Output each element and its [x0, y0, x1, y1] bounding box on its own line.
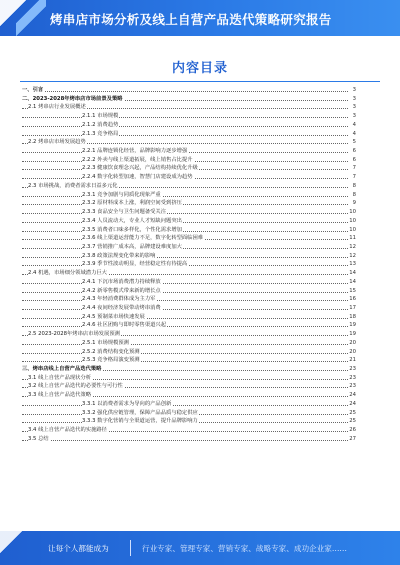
toc-leader-dots [22, 222, 348, 223]
report-title: 烤串店市场分析及线上自营产品迭代策略研究报告 [50, 12, 332, 27]
toc-entry-title: 2.2.2 外卖与线上渠道拓展，线上销售占比提升 [82, 156, 193, 163]
toc-page-number: 3 [352, 87, 356, 93]
toc-entry[interactable] [22, 339, 356, 348]
toc-entry-title: 2.3 市场挑战，消费者需求日益多元化 [28, 182, 118, 189]
toc-entry[interactable] [22, 234, 356, 243]
toc-page-number: 20 [349, 339, 356, 346]
toc-entry-title: 2.3.6 线上渠道运营能力不足，数字化转型面临困难 [82, 235, 204, 242]
toc-page-number: 19 [349, 331, 356, 338]
toc-entry[interactable] [22, 374, 356, 383]
toc-page-number: 3 [352, 104, 356, 111]
toc-leader-dots [22, 248, 348, 249]
toc-page-number: 14 [349, 270, 356, 277]
toc-entry-title: 2.3.2 原材料成本上涨，利润空间受到挤压 [82, 200, 182, 207]
toc-entry-title: 2.5 2023-2028年烤串店市场发展预测 [28, 331, 120, 338]
report-header-banner [0, 0, 400, 36]
toc-page-number: 6 [352, 156, 356, 163]
toc-entry-title: 2.1 烤串店行业发展概述 [28, 104, 86, 111]
toc-entry-title: 2.3.1 竞争加剧与同质化现象严重 [82, 191, 161, 198]
toc-leader-dots [22, 361, 348, 362]
toc-entry[interactable] [22, 173, 356, 182]
toc-entry-title: 2.2 烤串店市场发展趋势 [28, 139, 86, 146]
toc-page-number: 10 [349, 217, 356, 224]
toc-page-number: 12 [349, 252, 356, 259]
toc-page-number: 20 [349, 348, 356, 355]
toc-entry[interactable] [22, 208, 356, 217]
toc-page-number: 10 [349, 226, 356, 233]
toc-entry[interactable] [22, 295, 356, 304]
toc-page-number: 15 [349, 287, 356, 294]
toc-page-number: 3 [352, 113, 356, 120]
toc-page-number: 23 [349, 374, 356, 381]
toc-page-number: 3 [352, 95, 356, 102]
toc-entry[interactable] [22, 382, 356, 391]
toc-entry[interactable] [22, 95, 356, 104]
toc-entry-title: 2.4.5 预制菜市场快速发展 [82, 313, 145, 320]
toc-entry-title: 3.1 线上自营产品现状分析 [28, 374, 92, 381]
toc-leader-dots [22, 405, 348, 406]
toc-entry[interactable] [22, 313, 356, 322]
toc-entry-title: 2.4.3 年轻消费群体成为主力军 [82, 296, 156, 303]
toc-entry[interactable] [22, 130, 356, 139]
toc-leader-dots [22, 353, 348, 354]
toc-entry-title: 2.4.4 夜间经济发展带动烤串消费 [82, 304, 161, 311]
toc-leader-dots [22, 135, 348, 136]
toc-page-number: 4 [352, 121, 356, 128]
toc-entry-title: 2.4.1 下沉市场消费潜力持续释放 [82, 278, 161, 285]
toc-entry[interactable] [22, 348, 356, 357]
toc-leader-dots [22, 292, 348, 293]
toc-page-number: 8 [352, 191, 356, 198]
toc-leader-dots [22, 196, 348, 197]
toc-entry[interactable] [22, 103, 356, 112]
toc-entry-title: 2.5.3 竞争格局演变预测 [82, 357, 140, 364]
toc-page-number: 7 [352, 165, 356, 172]
toc-page-number: 26 [349, 427, 356, 434]
toc-entry[interactable] [22, 112, 356, 121]
toc-entry[interactable] [22, 287, 356, 296]
toc-page-number: 23 [349, 366, 356, 372]
toc-entry-title: 2.4.2 新零售模式带来新的增长点 [82, 287, 161, 294]
toc-entry[interactable] [22, 138, 356, 147]
toc-page-number: 4 [352, 130, 356, 137]
toc-leader-dots [22, 117, 348, 118]
toc-entry-title: 3.2 线上自营产品迭代的必要性与可行性 [28, 383, 123, 390]
table-of-contents [22, 86, 356, 443]
toc-page-number: 23 [349, 383, 356, 390]
toc-page-number: 6 [352, 148, 356, 155]
toc-leader-dots [22, 91, 348, 92]
toc-page-number: 17 [349, 304, 356, 311]
toc-entry[interactable] [22, 409, 356, 418]
toc-page-number: 11 [349, 235, 356, 242]
toc-entry-title: 2.3.5 消费者口味多样化，个性化需求增加 [82, 226, 182, 233]
toc-entry-title: 3.3.2 强化供应链管理，保障产品品质与稳定供应 [82, 409, 198, 416]
footer-tagline: 行业专家、管理专家、营销专家、战略专家、成功企业家…… [142, 544, 348, 553]
toc-page-number: 9 [352, 200, 356, 207]
toc-entry[interactable] [22, 86, 356, 95]
toc-entry-title: 2.4 机遇，市场细分领域潜力巨大 [28, 270, 107, 277]
toc-leader-dots [22, 300, 348, 301]
toc-page-number: 12 [349, 243, 356, 250]
toc-entry[interactable] [22, 191, 356, 200]
toc-entry[interactable] [22, 243, 356, 252]
toc-page-number: 16 [349, 296, 356, 303]
toc-leader-dots [22, 318, 348, 319]
toc-leader-dots [22, 213, 348, 214]
toc-entry-title: 3.3.1 以消费者需求为导向的产品创新 [82, 400, 172, 407]
toc-page-number: 25 [349, 418, 356, 425]
toc-entry[interactable] [22, 426, 356, 435]
toc-page-number: 8 [352, 182, 356, 189]
toc-entry-title: 2.4.6 社区团购与即时零售渠道兴起 [82, 322, 167, 329]
toc-entry[interactable] [22, 356, 356, 365]
toc-page-number: 24 [349, 400, 356, 407]
toc-entry[interactable] [22, 121, 356, 130]
toc-leader-dots [22, 204, 348, 205]
toc-entry[interactable] [22, 417, 356, 426]
header-decoration [16, 0, 46, 36]
toc-entry[interactable] [22, 164, 356, 173]
toc-entry-title: 2.2.4 数字化转型加速，智慧门店建设成为趋势 [82, 174, 193, 181]
toc-entry-title: 2.1.2 消费趋势 [82, 121, 119, 128]
toc-entry-title: 3.5 总结 [28, 435, 49, 442]
toc-entry-title: 3.3 线上自营产品迭代策略 [28, 392, 92, 399]
toc-entry-title: 3.4 线上自营产品迭代的实施路径 [28, 427, 107, 434]
toc-entry[interactable] [22, 321, 356, 330]
toc-entry[interactable] [22, 269, 356, 278]
toc-entry-title: 3.3.3 数字化营销与全渠道运营，提升品牌影响力 [82, 418, 198, 425]
toc-page-number: 14 [349, 278, 356, 285]
toc-entry-title: 2.2.3 健康饮食理念兴起，产品结构持续优化升级 [82, 165, 198, 172]
toc-entry-title: 2.3.4 人员流动大，专业人才短缺问题突出 [82, 217, 182, 224]
toc-entry[interactable] [22, 199, 356, 208]
toc-entry[interactable] [22, 156, 356, 165]
toc-entry-title: 2.5.2 消费结构变化预测 [82, 348, 140, 355]
toc-entry[interactable] [22, 252, 356, 261]
toc-entry-title: 二、2023-2028年烤串店市场前景及策略 [22, 95, 123, 102]
toc-entry-title: 2.1.1 市场规模 [82, 113, 119, 120]
toc-entry[interactable] [22, 217, 356, 226]
toc-page-number: 18 [349, 313, 356, 320]
toc-entry-title: 2.1.3 竞争格局 [82, 130, 119, 137]
toc-page-number: 25 [349, 409, 356, 416]
footer-slogan: 让每个人都能成为 [48, 544, 109, 553]
toc-entry[interactable] [22, 400, 356, 409]
toc-leader-dots [22, 344, 348, 345]
toc-entry-title: 一、引言 [22, 87, 44, 93]
toc-entry-title: 2.5.1 市场规模预测 [82, 339, 129, 346]
toc-entry[interactable] [22, 226, 356, 235]
toc-entry[interactable] [22, 435, 356, 444]
toc-entry[interactable] [22, 391, 356, 400]
toc-page-number: 27 [349, 435, 356, 442]
toc-entry-title: 2.3.7 营销推广成本高，品牌建设难度加大 [82, 243, 182, 250]
toc-leader-dots [22, 326, 348, 327]
toc-leader-dots [22, 309, 348, 310]
toc-entry[interactable] [22, 365, 356, 374]
toc-entry[interactable] [22, 147, 356, 156]
toc-entry[interactable] [22, 260, 356, 269]
toc-page-number: 13 [349, 261, 356, 268]
toc-entry-title: 2.3.9 季节性波动明显，经营稳定性有待提高 [82, 261, 188, 268]
toc-entry-title: 2.2.1 品牌连锁化经营，品牌影响力逐步增强 [82, 148, 188, 155]
footer-decoration [0, 531, 40, 565]
toc-leader-dots [22, 440, 348, 441]
toc-page-number: 10 [349, 209, 356, 216]
toc-page-number: 21 [349, 357, 356, 364]
toc-entry-title: 2.3.3 食品安全与卫生问题备受关注 [82, 209, 167, 216]
footer-banner [0, 531, 400, 565]
toc-entry[interactable] [22, 278, 356, 287]
toc-page-number: 7 [352, 174, 356, 181]
toc-leader-dots [22, 283, 348, 284]
toc-leader-dots [22, 257, 348, 258]
toc-entry-title: 2.3.8 政策法规变化带来的影响 [82, 252, 156, 259]
footer-separator [130, 540, 131, 556]
toc-entry[interactable] [22, 304, 356, 313]
toc-entry[interactable] [22, 330, 356, 339]
toc-page-number: 19 [349, 322, 356, 329]
toc-entry[interactable] [22, 182, 356, 191]
toc-leader-dots [22, 231, 348, 232]
toc-page-number: 24 [349, 392, 356, 399]
toc-entry-title: 三、烤串店线上自营产品迭代策略 [22, 366, 102, 372]
toc-leader-dots [22, 126, 348, 127]
toc-page-number: 5 [352, 139, 356, 146]
toc-divider [20, 81, 380, 82]
toc-heading: 内容目录 [171, 61, 228, 76]
